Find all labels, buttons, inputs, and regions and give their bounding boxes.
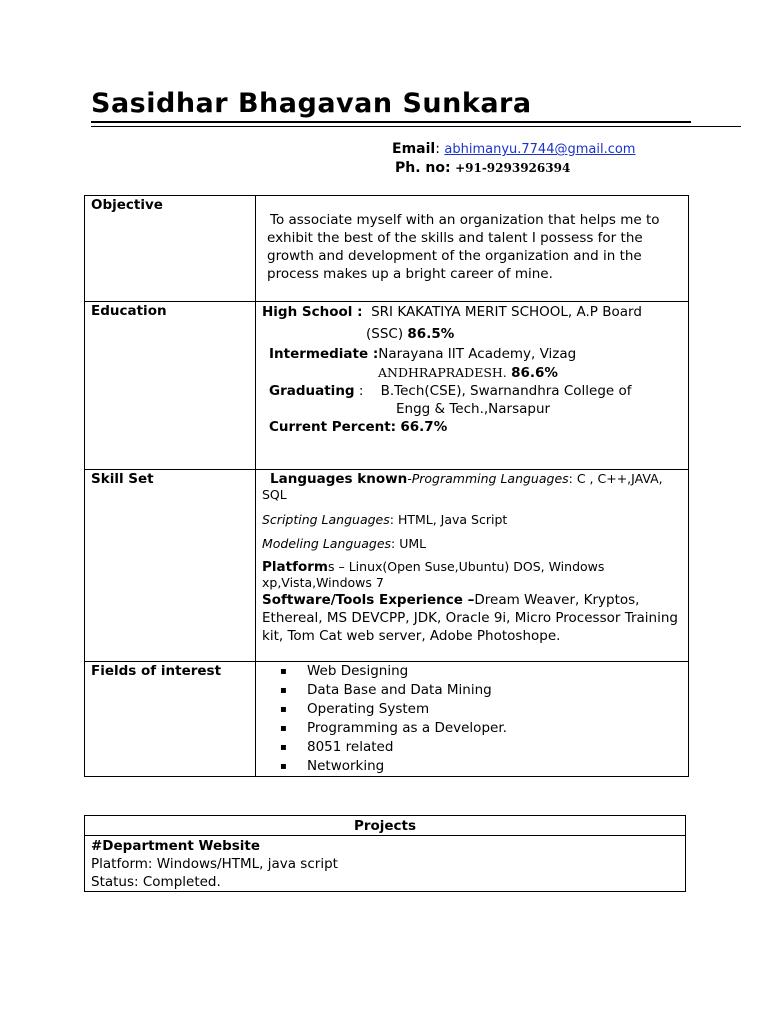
interest-text: Programming as a Developer. xyxy=(307,720,507,736)
interest-item xyxy=(280,662,682,681)
email-line: Email: abhimanyu.7744@gmail.com xyxy=(392,141,636,157)
ssc-percent: 86.5% xyxy=(407,326,455,342)
platforms-label: Platform xyxy=(262,559,328,575)
current-percent-label: Current Percent: xyxy=(269,419,397,435)
interest-item xyxy=(280,700,682,719)
interest-text: Data Base and Data Mining xyxy=(307,682,492,698)
modeling-value: UML xyxy=(399,536,427,551)
programming-value: C , C++,JAVA, SQL xyxy=(262,471,663,502)
high-school-value: SRI KAKATIYA MERIT SCHOOL, A.P Board xyxy=(371,304,642,320)
education-cell: High School : SRI KAKATIYA MERIT SCHOOL, A.P Board (SSC) 86.5% Intermediate :Narayana IIT Academy, Vizag ANDHRAPRADESH. 86.6% Graduating : B.Tech(CSE), Swarnandhra College of Engg & Tech.,Narsapur Current Percent: 66.7% xyxy=(256,302,689,470)
skills-row xyxy=(85,470,689,662)
modeling-label: Modeling Languages xyxy=(262,536,392,551)
current-percent-value: 66.7% xyxy=(400,419,448,435)
graduating-value: B.Tech(CSE), Swarnandhra College of xyxy=(380,383,632,399)
interests-label: Fields of interest xyxy=(85,662,256,777)
intermediate-label: Intermediate : xyxy=(269,346,379,362)
tools-value: Dream Weaver, Kryptos, Ethereal, MS DEVCPP, JDK, Oracle 9i, Micro Processor Training kit, Tom Cat web server, Adobe Photoshope. xyxy=(262,592,678,644)
objective-cell xyxy=(256,196,689,302)
interest-item xyxy=(280,757,682,776)
interests-cell xyxy=(256,662,689,777)
interest-text: Networking xyxy=(307,758,385,774)
bullet-icon: ▪ xyxy=(280,666,287,677)
bullet-icon: ▪ xyxy=(280,761,287,772)
email-label: Email xyxy=(392,141,436,157)
bullet-icon: ▪ xyxy=(280,704,287,715)
education-label: Education xyxy=(85,302,256,470)
bullet-icon: ▪ xyxy=(280,723,287,734)
high-school-label: High School : xyxy=(262,304,363,320)
platforms-value: Linux(Open Suse,Ubuntu) DOS, Windows xp,Vista,Windows 7 xyxy=(262,559,605,590)
resume-table xyxy=(84,195,689,777)
programming-label: -Programming Languages xyxy=(407,471,569,486)
email-link[interactable]: abhimanyu.7744@gmail.com xyxy=(444,142,636,157)
interest-text: Web Designing xyxy=(307,663,409,679)
intermediate-value: Narayana IIT Academy, Vizag xyxy=(378,346,577,362)
interest-text: 8051 related xyxy=(307,739,394,755)
interest-item xyxy=(280,719,682,738)
interest-text: Operating System xyxy=(307,701,430,717)
platforms-suffix: s – xyxy=(327,559,345,574)
intermediate-state: ANDHRAPRADESH. xyxy=(378,365,507,380)
graduating-label: Graduating xyxy=(269,383,355,399)
objective-row xyxy=(85,196,689,302)
projects-header: Projects xyxy=(85,816,686,836)
phone-label: Ph. no: xyxy=(395,160,451,176)
skills-label: Skill Set xyxy=(85,470,256,662)
interest-item xyxy=(280,681,682,700)
interest-item xyxy=(280,738,682,757)
phone-line xyxy=(395,160,570,176)
header-rule xyxy=(91,121,691,123)
interests-list xyxy=(256,662,682,776)
project-entry xyxy=(85,836,686,892)
education-row xyxy=(85,302,689,470)
bullet-icon: ▪ xyxy=(280,685,287,696)
intermediate-percent: 86.6% xyxy=(511,365,558,381)
candidate-name: Sasidhar Bhagavan Sunkara xyxy=(91,88,532,119)
project-platform: Platform: Windows/HTML, java script xyxy=(91,856,338,872)
objective-label: Objective xyxy=(85,196,256,302)
project-status: Status: Completed. xyxy=(91,874,221,890)
bullet-icon: ▪ xyxy=(280,742,287,753)
skills-cell: Languages known-Programming Languages: C , C++,JAVA, SQL Scripting Languages: HTML, Java Script Modeling Languages: UML Platforms – Linux(Open Suse,Ubuntu) DOS, Windows xp,Vista,Windows 7 Software/Tools Experience –Dream Weaver, Kryptos, Ethereal, MS DEVCPP, JDK, Oracle 9i, Micro Processor Training kit, Tom Cat web server, Adobe Photoshope. xyxy=(256,470,689,662)
scripting-label: Scripting Languages xyxy=(262,512,390,527)
tools-label: Software/Tools Experience – xyxy=(262,592,475,608)
languages-label: Languages known xyxy=(270,471,408,487)
objective-text: To associate myself with an organization that helps me to exhibit the best of the skills and talent I possess for the growth and development of the organization and in the process makes up a bright career of mine. xyxy=(267,212,660,282)
projects-table xyxy=(84,815,686,892)
project-title: #Department Website xyxy=(91,838,261,854)
header-rule-thin xyxy=(91,126,741,127)
graduating-value-cont: Engg & Tech.,Narsapur xyxy=(396,401,551,417)
scripting-value: HTML, Java Script xyxy=(397,512,508,527)
interests-row xyxy=(85,662,689,777)
phone-value: +91-9293926394 xyxy=(455,161,571,175)
ssc-label: (SSC) xyxy=(366,326,404,342)
